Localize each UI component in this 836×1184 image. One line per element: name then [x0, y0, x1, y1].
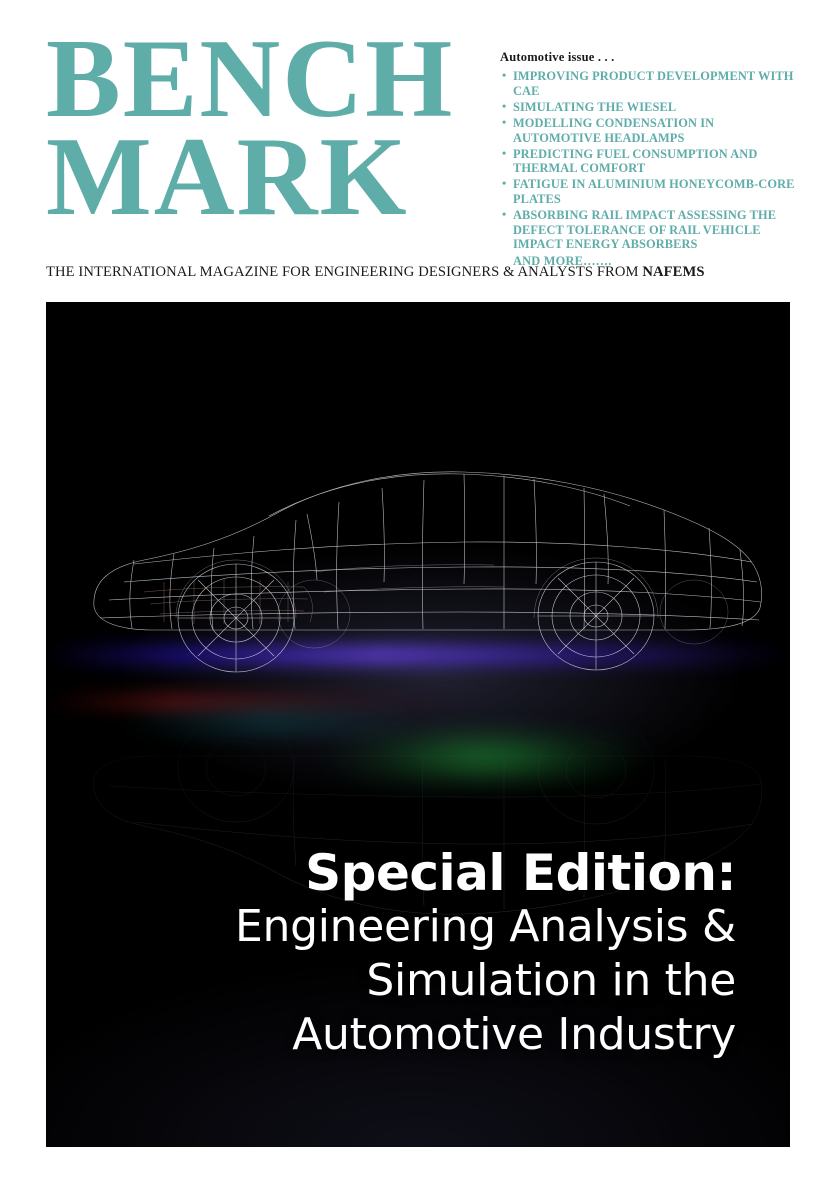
cover-title-line-4: Automotive Industry — [292, 1008, 736, 1060]
list-item: • SIMULATING THE WIESEL — [500, 100, 800, 115]
contents-list — [500, 50, 800, 269]
masthead-line-1: BENCH — [46, 17, 455, 141]
wireframe-car-svg — [64, 432, 774, 692]
cover-image — [46, 302, 790, 1147]
cover-title-line-1: Special Edition: — [305, 844, 736, 902]
page-title — [106, 844, 736, 1061]
wireframe-car-icon — [64, 432, 774, 692]
contents-title: Automotive issue . . . — [500, 50, 615, 64]
list-item: • MODELLING CONDENSATION IN AUTOMOTIVE HEADLAMPS — [500, 116, 800, 145]
masthead — [46, 17, 496, 239]
cover-title-line-3: Simulation in the — [366, 954, 736, 1006]
list-item: • FATIGUE IN ALUMINIUM HONEYCOMB-CORE PLATES — [500, 177, 800, 206]
list-item: • ABSORBING RAIL IMPACT ASSESSING THE DEFECT TOLERANCE OF RAIL VEHICLE IMPACT ENERGY ABSORBERS — [500, 208, 800, 252]
strapline-text: THE INTERNATIONAL MAGAZINE FOR ENGINEERING DESIGNERS & ANALYSTS FROM — [46, 264, 643, 280]
contents-more-label: AND MORE……. — [513, 254, 612, 268]
cover-title-line-2: Engineering Analysis & — [235, 901, 736, 952]
contents-items — [500, 69, 800, 252]
list-item: • PREDICTING FUEL CONSUMPTION AND THERMAL COMFORT — [500, 147, 800, 176]
masthead-line-2: MARK — [46, 114, 409, 239]
strapline — [46, 264, 794, 281]
strapline-brand: NAFEMS — [642, 264, 705, 280]
list-item: • IMPROVING PRODUCT DEVELOPMENT WITH CAE — [500, 69, 800, 98]
